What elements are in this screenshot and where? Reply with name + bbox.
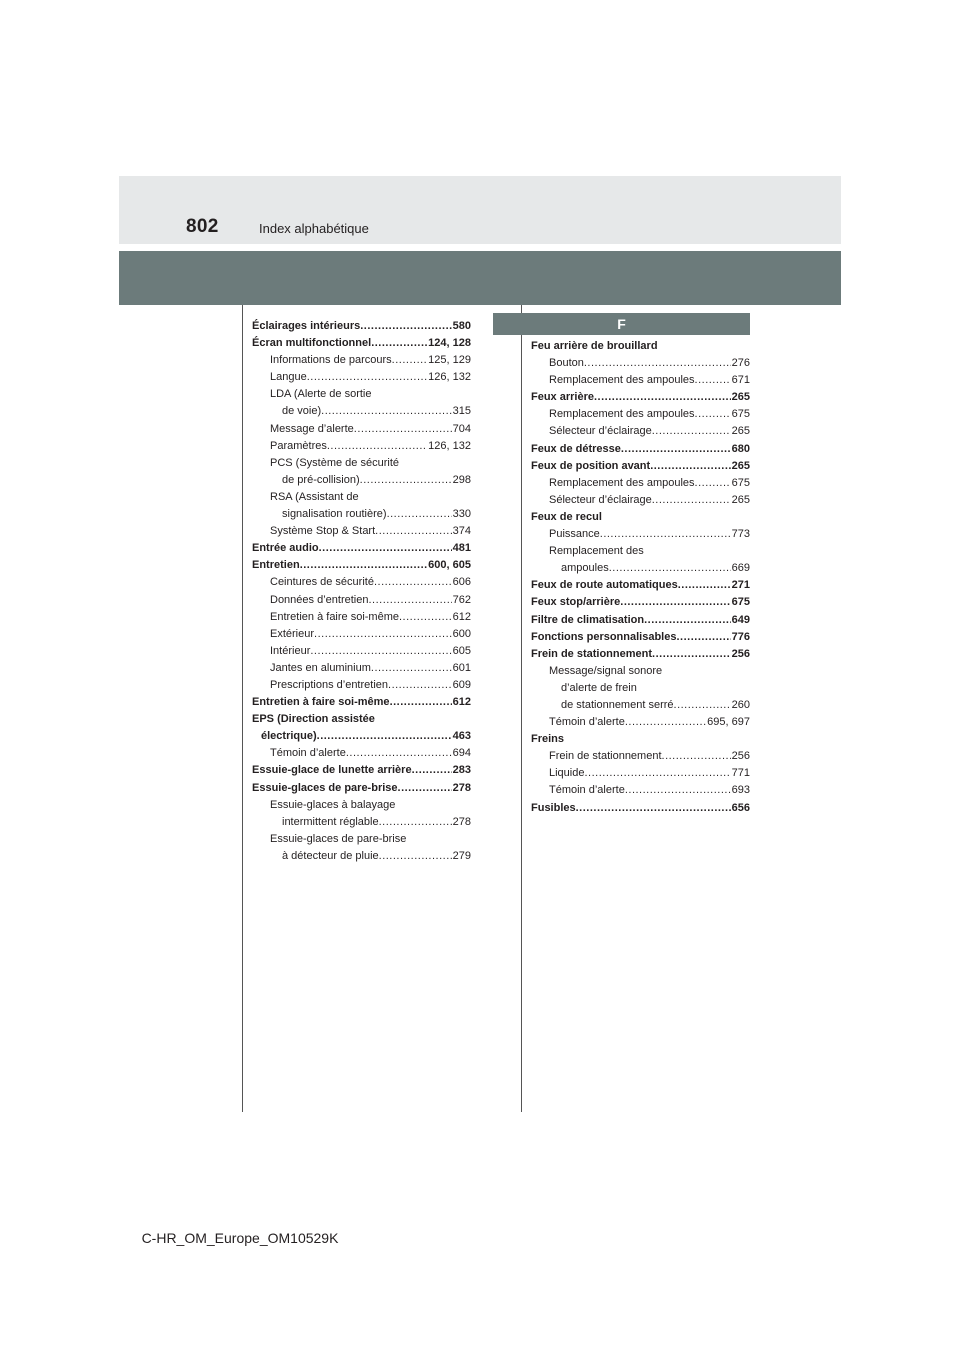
index-entry-text: Données d’entretien [270, 593, 369, 606]
index-entry-page: 771 [731, 767, 750, 780]
index-entry-page: 606 [452, 576, 471, 589]
index-entry-page: 256 [731, 647, 750, 660]
index-entry-text: Intérieur [270, 644, 311, 657]
index-entry [252, 318, 471, 335]
index-entry [252, 557, 471, 574]
dot-leader [314, 626, 452, 643]
dot-leader [360, 472, 452, 489]
index-entry [252, 523, 471, 540]
dot-leader [371, 335, 427, 352]
dot-leader [620, 594, 730, 611]
index-entry-text: Frein de stationnement [549, 750, 662, 763]
dot-leader [676, 629, 730, 646]
dot-leader [307, 369, 427, 386]
document-code: C-HR_OM_Europe_OM10529K [141, 1230, 339, 1246]
index-entry [531, 697, 750, 714]
index-entry [252, 506, 471, 523]
index-entry-text: Informations de parcours [270, 354, 392, 367]
dot-leader [609, 560, 731, 577]
index-entry-page: 675 [731, 408, 750, 421]
index-entry-text: Entrée audio [252, 542, 319, 555]
index-entry-text: Feux de détresse [531, 442, 621, 455]
index-entry [531, 680, 750, 697]
index-entry-text: Liquide [549, 767, 585, 780]
dot-leader [662, 748, 731, 765]
dot-leader [650, 458, 730, 475]
index-entry-page: 126, 132 [428, 371, 471, 384]
index-entry-text: à détecteur de pluie [282, 849, 379, 862]
index-entry-text: Essuie-glace de lunette arrière [252, 764, 412, 777]
dot-leader [374, 574, 452, 591]
index-entry [531, 560, 750, 577]
index-entry-text: de pré-collision) [282, 473, 360, 486]
index-entry-text: Essuie-glaces de pare-brise [252, 781, 398, 794]
dot-leader [375, 523, 451, 540]
index-entry-page: 124, 128 [428, 337, 471, 350]
index-entry [531, 338, 750, 355]
index-entry [531, 543, 750, 560]
dot-leader [652, 423, 731, 440]
index-entry-text: Jantes en aluminium [270, 661, 371, 674]
index-entry-text: électrique) [261, 730, 317, 743]
index-entry-text: Entretien [252, 559, 300, 572]
index-entry [252, 369, 471, 386]
dot-leader [398, 780, 452, 797]
index-entry-text: Remplacement des ampoules [549, 476, 695, 489]
dot-leader [317, 728, 452, 745]
index-entry-page: 776 [731, 630, 750, 643]
dot-leader [594, 389, 731, 406]
index-column-left [252, 318, 471, 865]
dot-leader [300, 557, 427, 574]
dot-leader [392, 352, 428, 369]
index-entry-text: Langue [270, 371, 307, 384]
index-entry [531, 389, 750, 406]
index-entry-text: Feu arrière de brouillard [531, 340, 658, 352]
index-entry-text: Paramètres [270, 439, 327, 452]
index-entry-page: 695, 697 [707, 716, 750, 729]
index-entry [252, 745, 471, 762]
index-entry-text: intermittent réglable [282, 815, 379, 828]
index-entry [531, 372, 750, 389]
index-entry-page: 600, 605 [428, 559, 471, 572]
index-column-right [531, 338, 750, 817]
dot-leader [327, 438, 427, 455]
index-entry-page: 704 [452, 422, 471, 435]
dot-leader [652, 646, 731, 663]
index-entry-text: Éclairages intérieurs [252, 320, 361, 332]
index-entry-page: 481 [452, 542, 471, 555]
index-entry [531, 526, 750, 543]
index-entry-text: Essuie-glaces à balayage [270, 798, 396, 811]
page-title: Index alphabétique [259, 221, 369, 236]
dot-leader [576, 800, 731, 817]
index-entry [531, 646, 750, 663]
index-entry [531, 714, 750, 731]
dot-leader [600, 526, 731, 543]
index-entry-page: 330 [452, 508, 471, 521]
dot-leader [695, 475, 731, 492]
left-column-rule [242, 305, 243, 1112]
dot-leader [625, 782, 731, 799]
dot-leader [319, 540, 452, 557]
index-entry-page: 283 [452, 764, 471, 777]
index-entry-text: Essuie-glaces de pare-brise [270, 832, 407, 845]
index-entry-text: Feux de route automatiques [531, 579, 678, 592]
index-entry [252, 489, 471, 506]
index-entry-page: 374 [452, 525, 471, 538]
index-entry-text: EPS (Direction assistée [252, 713, 375, 726]
dot-leader [379, 848, 452, 865]
index-entry-text: Filtre de climatisation [531, 613, 645, 626]
index-entry-page: 675 [731, 596, 750, 609]
index-entry-page: 600 [452, 627, 471, 640]
index-entry-page: 278 [452, 815, 471, 828]
dot-leader [695, 406, 731, 423]
index-entry [252, 780, 471, 797]
index-entry-text: Témoin d’alerte [270, 747, 346, 760]
index-entry-page: 276 [731, 357, 750, 370]
index-entry-page: 762 [452, 593, 471, 606]
index-entry [252, 438, 471, 455]
index-entry-page: 265 [731, 391, 750, 404]
index-entry [252, 728, 471, 745]
index-entry [531, 782, 750, 799]
index-entry-page: 656 [731, 801, 750, 814]
index-entry [252, 660, 471, 677]
dot-leader [368, 592, 451, 609]
index-entry-text: RSA (Assistant de [270, 490, 359, 503]
header-dark-band [119, 251, 841, 305]
dot-leader [695, 372, 731, 389]
dot-leader [310, 643, 451, 660]
dot-leader [321, 403, 452, 420]
index-entry [531, 355, 750, 372]
index-entry-text: Entretien à faire soi-même [270, 610, 399, 623]
dot-leader [678, 577, 731, 594]
index-entry-page: 315 [452, 405, 471, 418]
index-entry-text: Message/signal sonore [549, 664, 663, 677]
index-entry-text: signalisation routière) [282, 508, 387, 521]
index-entry [252, 574, 471, 591]
index-entry-page: 773 [731, 528, 750, 541]
index-entry-page: 609 [452, 678, 471, 691]
index-entry [252, 609, 471, 626]
index-entry-page: 605 [452, 644, 471, 657]
index-entry-text: Fonctions personnalisables [531, 630, 677, 643]
index-entry [531, 406, 750, 423]
index-entry [252, 386, 471, 403]
index-entry-text: ampoules [561, 562, 609, 575]
index-entry-page: 693 [731, 784, 750, 797]
index-entry-page: 126, 132 [428, 439, 471, 452]
index-entry [531, 731, 750, 748]
index-entry [531, 594, 750, 611]
index-entry [531, 765, 750, 782]
index-entry-page: 265 [731, 425, 750, 438]
index-entry [252, 677, 471, 694]
index-entry-page: 256 [731, 750, 750, 763]
index-entry [252, 472, 471, 489]
index-entry [252, 592, 471, 609]
index-entry-text: Feux de position avant [531, 459, 651, 472]
dot-leader [360, 318, 451, 335]
index-entry-page: 680 [731, 442, 750, 455]
index-entry-text: Écran multifonctionnel [252, 337, 372, 350]
index-entry-text: Système Stop & Start [270, 525, 376, 538]
index-entry [531, 475, 750, 492]
index-entry-text: Feux stop/arrière [531, 596, 621, 609]
index-entry-page: 265 [731, 493, 750, 506]
index-entry-text: Témoin d’alerte [549, 716, 625, 729]
index-entry-text: Remplacement des [549, 545, 644, 558]
right-column-rule [521, 305, 522, 1112]
index-entry [252, 626, 471, 643]
index-entry-text: de stationnement serré [561, 698, 674, 711]
index-entry [252, 797, 471, 814]
dot-leader [584, 355, 731, 372]
index-entry-page: 669 [731, 562, 750, 575]
index-entry [252, 403, 471, 420]
index-entry [531, 441, 750, 458]
index-entry-text: PCS (Système de sécurité [270, 456, 399, 469]
index-entry [252, 352, 471, 369]
index-entry [252, 335, 471, 352]
index-entry [531, 509, 750, 526]
index-entry-page: 463 [452, 730, 471, 743]
dot-leader [644, 612, 731, 629]
index-entry [252, 762, 471, 779]
index-entry-text: Frein de stationnement [531, 647, 653, 660]
index-entry-text: Message d’alerte [270, 422, 354, 435]
index-entry [252, 455, 471, 472]
dot-leader [379, 814, 452, 831]
index-entry-text: LDA (Alerte de sortie [270, 388, 372, 401]
index-entry-text: Témoin d’alerte [549, 784, 625, 797]
index-entry [531, 663, 750, 680]
index-entry-page: 671 [731, 374, 750, 387]
dot-leader [621, 441, 731, 458]
index-entry [531, 748, 750, 765]
index-entry-text: Bouton [549, 357, 584, 370]
index-entry [531, 612, 750, 629]
index-entry-page: 260 [731, 698, 750, 711]
index-entry [252, 540, 471, 557]
index-entry-text: Entretien à faire soi-même [252, 696, 390, 709]
index-entry [531, 800, 750, 817]
index-entry-text: Remplacement des ampoules [549, 408, 695, 421]
index-entry-page: 612 [452, 610, 471, 623]
section-letter: F [493, 313, 750, 335]
page-number: 802 [186, 216, 219, 237]
dot-leader [412, 762, 452, 779]
index-entry-text: Feux arrière [531, 391, 594, 404]
index-entry [531, 423, 750, 440]
index-entry-page: 580 [452, 320, 471, 332]
dot-leader [584, 765, 730, 782]
index-entry-page: 649 [731, 613, 750, 626]
index-entry [252, 831, 471, 848]
index-entry-text: Freins [531, 733, 565, 746]
index-entry-page: 278 [452, 781, 471, 794]
index-entry-page: 298 [452, 473, 471, 486]
index-entry [531, 458, 750, 475]
index-entry [252, 421, 471, 438]
dot-leader [388, 677, 452, 694]
index-entry-text: Extérieur [270, 627, 315, 640]
dot-leader [390, 694, 452, 711]
index-entry-page: 265 [731, 459, 750, 472]
dot-leader [399, 609, 452, 626]
index-entry [531, 577, 750, 594]
index-entry-page: 125, 129 [428, 354, 471, 367]
index-entry-page: 279 [452, 849, 471, 862]
index-entry-text: Prescriptions d’entretien [270, 678, 389, 691]
index-entry-text: Fusibles [531, 801, 576, 814]
dot-leader [625, 714, 706, 731]
index-entry-page: 675 [731, 476, 750, 489]
index-entry [531, 492, 750, 509]
index-entry-text: Sélecteur d’éclairage [549, 425, 652, 438]
index-entry-text: Puissance [549, 528, 600, 541]
index-entry [252, 848, 471, 865]
dot-leader [371, 660, 452, 677]
index-entry [252, 643, 471, 660]
index-entry-text: d’alerte de frein [561, 681, 637, 694]
index-entry-page: 612 [452, 696, 471, 709]
index-entry-text: Feux de recul [531, 510, 602, 523]
index-entry [252, 711, 471, 728]
index-entry-text: Sélecteur d’éclairage [549, 493, 652, 506]
dot-leader [346, 745, 452, 762]
index-entry-page: 271 [731, 579, 750, 592]
index-entry-text: Remplacement des ampoules [549, 374, 695, 387]
index-entry-text: Ceintures de sécurité [270, 576, 374, 589]
dot-leader [674, 697, 731, 714]
index-entry [252, 814, 471, 831]
index-entry-page: 601 [452, 661, 471, 674]
index-entry-text: de voie) [282, 405, 322, 418]
dot-leader [354, 421, 452, 438]
header-top-band [119, 176, 841, 244]
dot-leader [387, 506, 452, 523]
dot-leader [652, 492, 731, 509]
index-entry [252, 694, 471, 711]
index-entry-page: 694 [452, 747, 471, 760]
index-entry [531, 629, 750, 646]
